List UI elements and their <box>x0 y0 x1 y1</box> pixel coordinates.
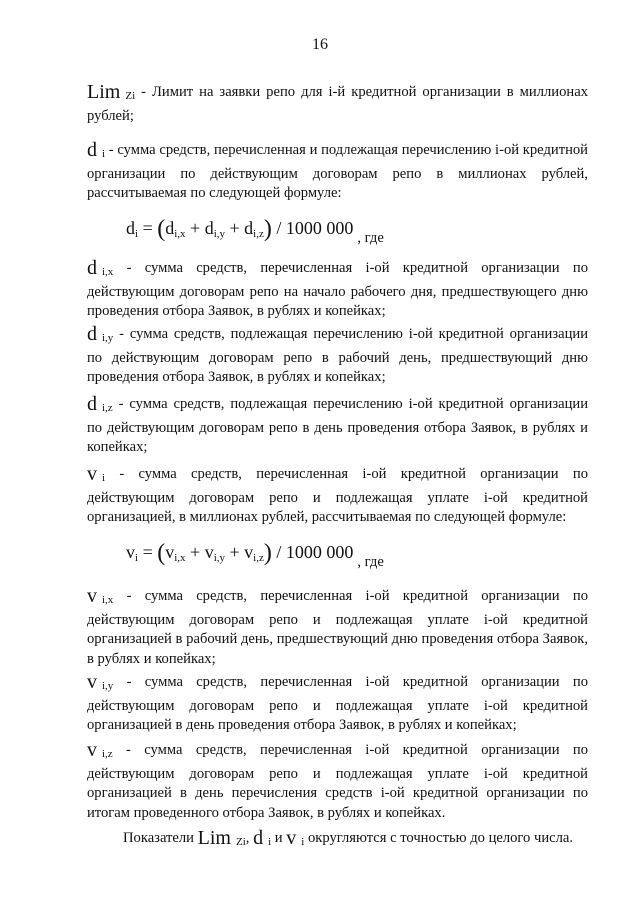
formula-term: d <box>244 218 254 238</box>
definition-v-i <box>87 462 588 528</box>
definition-text: - сумма средств, перечисленная и подлежащая перечислению i-ой кредитной организации по действующим договорам репо в миллионах рублей, рассчитываемая по следующей формуле: <box>87 142 588 202</box>
symbol-subscript: i,x <box>102 266 114 278</box>
symbol: d <box>87 139 97 161</box>
symbol-subscript: i,z <box>102 402 113 414</box>
symbol: v <box>87 739 97 761</box>
symbol: v <box>87 585 97 607</box>
symbol-subscript: i <box>102 472 106 484</box>
note-and: и <box>271 830 287 846</box>
formula-term-sub: i,y <box>213 552 225 564</box>
definition-v-ix <box>87 584 588 669</box>
formula-tail: , где <box>357 230 384 246</box>
symbol: d <box>87 323 97 345</box>
formula-d <box>126 216 384 246</box>
formula-lpar: ( <box>157 540 166 566</box>
definition-text: - сумма средств, перечисленная i-ой кредитной организации по действующим договорам репо и подлежащая уплате i-ой кредитной организацией в день проведения отбора Заявок, в рублях и копейках; <box>87 674 588 734</box>
formula-term-sub: i,x <box>174 552 186 564</box>
definition-text: - сумма средств, перечисленная i-ой кредитной организации по действующим договорам репо и подлежащая уплате i-ой кредитной организацией в день перечисления средств i-ой кредитной организации по итогам проведенного отбора Заявок, в рублях и копейках. <box>87 742 588 821</box>
formula-term-sub: i,x <box>174 228 186 240</box>
formula-term: v <box>244 542 254 562</box>
symbol-subscript: i <box>268 836 272 848</box>
symbol: v <box>286 827 297 849</box>
page-number: 16 <box>312 36 328 53</box>
formula-term-sub: i,z <box>253 228 264 240</box>
symbol-subscript: i <box>301 836 305 848</box>
symbol-subscript: i,y <box>102 332 114 344</box>
symbol: d <box>253 827 264 849</box>
symbol: v <box>87 671 97 693</box>
formula-term: v <box>204 542 214 562</box>
note-comma: , <box>245 830 254 846</box>
symbol: Lim <box>197 827 231 849</box>
formula-term: v <box>165 542 175 562</box>
definition-text: - сумма средств, перечисленная i-ой кредитной организации по действующим договорам репо и подлежащая уплате i-ой кредитной организацией в рабочий день, предшествующий дню проведения отбора Заявок, в рублях и копейках; <box>87 588 588 667</box>
formula-eq: = <box>138 542 158 562</box>
formula-eq: = <box>138 218 158 238</box>
formula-divisor: / 1000 000 <box>271 218 354 238</box>
formula-term: d <box>204 218 214 238</box>
definition-lim <box>87 80 588 126</box>
formula-rpar: ) <box>263 216 272 242</box>
definition-v-iz <box>87 738 588 823</box>
symbol: d <box>87 257 97 279</box>
definition-text: - Лимит на заявки репо для i-й кредитной организации в миллионах рублей; <box>87 84 588 124</box>
formula-lhs: d <box>126 218 135 238</box>
definition-d-iz <box>87 392 588 458</box>
formula-plus: + <box>225 218 245 238</box>
symbol-subscript: i <box>102 148 106 160</box>
formula-plus: + <box>225 542 245 562</box>
symbol: Lim <box>87 81 121 103</box>
definition-text: - сумма средств, перечисленная i-ой кредитной организации по действующим договорам репо на начало рабочего дня, предшествующего дню проведения отбора Заявок, в рублях и копейках; <box>87 260 588 320</box>
definition-v-iy <box>87 670 588 736</box>
formula-term-sub: i,y <box>213 228 225 240</box>
note-suffix: округляются с точностью до целого числа. <box>304 830 574 846</box>
formula-lhs-sub: i <box>135 228 139 240</box>
symbol-subscript: i,y <box>102 680 114 692</box>
formula-term: d <box>165 218 175 238</box>
definition-text: - сумма средств, подлежащая перечислению i-ой кредитной организации по действующим договорам репо в день проведения отбора Заявок, в рублях и копейках; <box>87 396 588 456</box>
definition-d-ix <box>87 256 588 322</box>
symbol-subscript: Zi <box>125 90 136 102</box>
symbol-subscript: Zi <box>236 836 246 848</box>
formula-plus: + <box>185 218 205 238</box>
formula-lpar: ( <box>157 216 166 242</box>
definition-text: - сумма средств, подлежащая перечислению i-ой кредитной организации по действующим договорам репо в рабочий день, предшествующий дню проведения отбора Заявок, в рублях и копейках; <box>87 326 588 386</box>
rounding-note <box>87 826 588 853</box>
symbol-subscript: i,z <box>102 748 113 760</box>
formula-v <box>126 540 384 570</box>
formula-term-sub: i,z <box>253 552 264 564</box>
formula-rpar: ) <box>263 540 272 566</box>
formula-divisor: / 1000 000 <box>271 542 354 562</box>
definition-d-iy <box>87 322 588 388</box>
symbol: v <box>87 463 97 485</box>
definition-text: - сумма средств, перечисленная i-ой кредитной организации по действующим договорам репо и подлежащая уплате i-ой кредитной организацией, в миллионах рублей, рассчитываемая по следующей формуле: <box>87 466 588 526</box>
formula-lhs: v <box>126 542 135 562</box>
note-prefix: Показатели <box>123 830 198 846</box>
formula-lhs-sub: i <box>135 552 139 564</box>
formula-plus: + <box>185 542 205 562</box>
formula-tail: , где <box>357 554 384 570</box>
symbol-subscript: i,x <box>102 594 114 606</box>
definition-d-i <box>87 138 588 204</box>
symbol: d <box>87 393 97 415</box>
